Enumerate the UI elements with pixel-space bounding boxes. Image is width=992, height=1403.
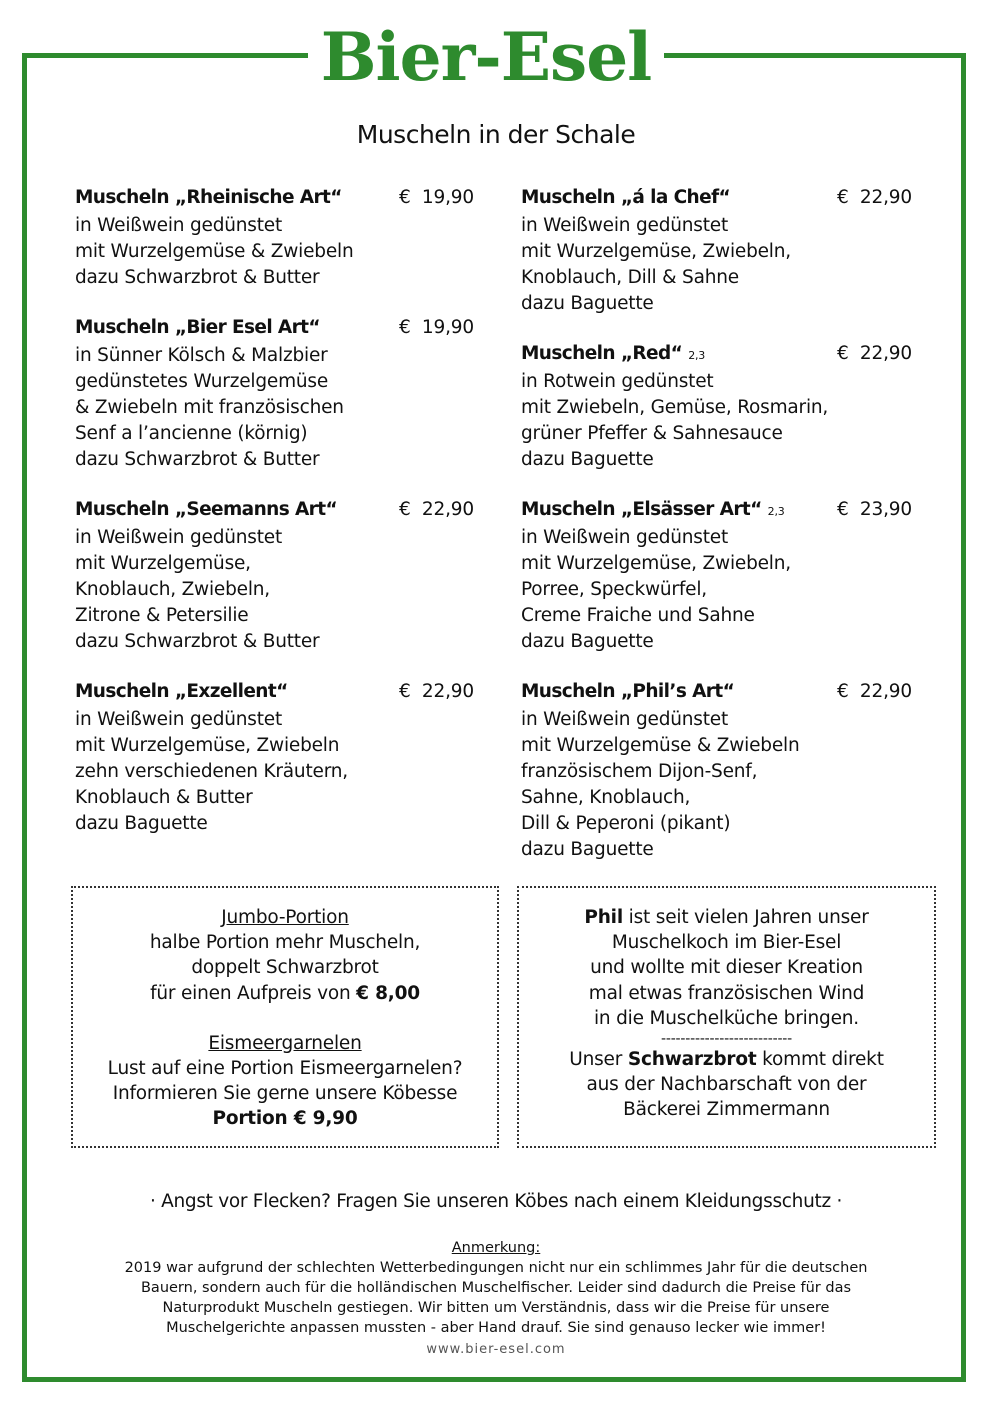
website-link[interactable]: www.bier-esel.com	[426, 1342, 566, 1357]
dish-desc-line: mit Wurzelgemüse & Zwiebeln	[521, 735, 800, 756]
dish-desc-line: in Weißwein gedünstet	[75, 215, 283, 236]
dish-desc-line: dazu Baguette	[75, 813, 208, 834]
bread-highlight: Schwarzbrot	[627, 1049, 757, 1071]
jumbo-line: für einen Aufpreis von	[150, 982, 357, 1004]
dish-name: Muscheln „Phil’s Art“	[521, 681, 735, 702]
dish-desc-line: Zitrone & Petersilie	[75, 605, 249, 626]
dish-desc-line: dazu Schwarzbrot & Butter	[75, 449, 320, 470]
dish-name: Muscheln „á la Chef“	[521, 187, 731, 208]
dish-red	[521, 341, 916, 473]
dish-desc-line: mit Wurzelgemüse & Zwiebeln	[75, 241, 354, 262]
page-title: Muscheln in der Schale	[356, 120, 636, 149]
brand-logo: Bier-Esel	[320, 18, 652, 96]
dish-desc-line: Knoblauch, Zwiebeln,	[75, 579, 270, 600]
dish-exzellent	[75, 679, 480, 837]
dish-desc-line: mit Wurzelgemüse,	[75, 553, 251, 574]
dish-desc-line: grüner Pfeffer & Sahnesauce	[521, 423, 783, 444]
dish-rheinische-art	[75, 185, 480, 291]
dish-desc-line: in Weißwein gedünstet	[75, 527, 283, 548]
dish-a-la-chef	[521, 185, 916, 317]
phil-line: Muschelkoch im Bier-Esel	[611, 932, 842, 954]
bread-line: kommt direkt	[756, 1049, 884, 1071]
dish-desc-line: mit Zwiebeln, Gemüse, Rosmarin,	[521, 397, 829, 418]
eismeer-price: Portion € 9,90	[212, 1108, 358, 1130]
dish-additives: 2,3	[688, 349, 706, 362]
dish-desc-line: französischem Dijon-Senf,	[521, 761, 758, 782]
dish-desc-line: dazu Baguette	[521, 839, 654, 860]
bread-line: Unser	[569, 1049, 628, 1071]
dish-desc-line: Knoblauch, Dill & Sahne	[521, 267, 739, 288]
dish-desc-line: Porree, Speckwürfel,	[521, 579, 707, 600]
jumbo-line: halbe Portion mehr Muscheln,	[149, 932, 421, 954]
dish-desc-line: mit Wurzelgemüse, Zwiebeln,	[521, 241, 791, 262]
dish-bier-esel-art	[75, 315, 480, 473]
dish-desc-line: dazu Schwarzbrot & Butter	[75, 267, 320, 288]
note-line: Bauern, sondern auch für die holländischen Muschelfischer. Leider sind dadurch die Preise für das	[140, 1280, 852, 1296]
dish-price: € 22,90	[837, 681, 912, 702]
dish-desc-line: gedünstetes Wurzelgemüse	[75, 371, 329, 392]
dish-desc-line: dazu Baguette	[521, 293, 654, 314]
info-box-phil	[517, 886, 936, 1148]
info-box-extras	[71, 886, 499, 1148]
dish-name: Muscheln „Exzellent“	[75, 681, 288, 702]
note-line: Muschelgerichte anpassen mussten - aber Hand drauf. Sie sind genauso lecker wie immer!	[166, 1320, 826, 1336]
note-line: Naturprodukt Muscheln gestiegen. Wir bitten um Verständnis, dass wir die Preise für unsere	[162, 1300, 830, 1316]
dish-desc-line: mit Wurzelgemüse, Zwiebeln,	[521, 553, 791, 574]
eismeer-heading: Eismeergarnelen	[208, 1032, 362, 1054]
dish-price: € 19,90	[399, 187, 474, 208]
dish-price: € 22,90	[399, 499, 474, 520]
dish-name: Muscheln „Rheinische Art“	[75, 187, 342, 208]
dish-price: € 22,90	[837, 343, 912, 364]
dish-desc-line: in Weißwein gedünstet	[521, 527, 729, 548]
dish-desc-line: in Weißwein gedünstet	[521, 709, 729, 730]
phil-line: und wollte mit dieser Kreation	[590, 957, 863, 979]
dish-price: € 23,90	[837, 499, 912, 520]
dish-desc-line: Knoblauch & Butter	[75, 787, 253, 808]
phil-name: Phil	[584, 907, 623, 928]
dish-desc-line: in Weißwein gedünstet	[521, 215, 729, 236]
bread-line: aus der Nachbarschaft von der	[586, 1074, 867, 1096]
phil-line: in die Muschelküche bringen.	[593, 1007, 859, 1029]
dish-desc-line: dazu Schwarzbrot & Butter	[75, 631, 320, 652]
separator: ---------------------------	[661, 1031, 792, 1048]
dish-price: € 22,90	[837, 187, 912, 208]
eismeer-line: Informieren Sie gerne unsere Köbesse	[112, 1083, 458, 1105]
phil-line: mal etwas französischen Wind	[588, 982, 865, 1004]
jumbo-line: doppelt Schwarzbrot	[191, 957, 379, 979]
phil-line: ist seit vielen Jahren unser	[622, 907, 869, 928]
dish-desc-line: Senf a l’ancienne (körnig)	[75, 423, 308, 444]
dish-desc-line: & Zwiebeln mit französischen	[75, 397, 344, 418]
dish-desc-line: Creme Fraiche und Sahne	[521, 605, 755, 626]
dish-desc-line: in Rotwein gedünstet	[521, 371, 714, 392]
dish-phils-art	[521, 679, 916, 863]
eismeer-line: Lust auf eine Portion Eismeergarnelen?	[107, 1058, 463, 1080]
jumbo-heading: Jumbo-Portion	[221, 907, 349, 928]
price-note	[60, 1238, 932, 1338]
dish-desc-line: dazu Baguette	[521, 631, 654, 652]
dish-elsaesser-art	[521, 497, 916, 655]
dish-name: Muscheln „Seemanns Art“	[75, 499, 338, 520]
dish-desc-line: in Sünner Kölsch & Malzbier	[75, 345, 328, 366]
note-line: 2019 war aufgrund der schlechten Wetterbedingungen nicht nur ein schlimmes Jahr für die deutschen	[124, 1260, 868, 1276]
bread-line: Bäckerei Zimmermann	[623, 1099, 830, 1121]
dish-desc-line: dazu Baguette	[521, 449, 654, 470]
dish-name: Muscheln „Elsässer Art“	[521, 499, 762, 520]
stain-notice: · Angst vor Flecken? Fragen Sie unseren Köbes nach einem Kleidungsschutz ·	[149, 1191, 843, 1212]
dish-desc-line: Dill & Peperoni (pikant)	[521, 813, 731, 834]
dish-desc-line: Sahne, Knoblauch,	[521, 787, 691, 808]
dish-desc-line: zehn verschiedenen Kräutern,	[75, 761, 348, 782]
dish-price: € 22,90	[399, 681, 474, 702]
jumbo-price: € 8,00	[356, 982, 420, 1004]
dish-desc-line: in Weißwein gedünstet	[75, 709, 283, 730]
note-heading: Anmerkung:	[451, 1240, 541, 1256]
dish-additives: 2,3	[767, 505, 785, 518]
dish-name: Muscheln „Red“	[521, 343, 683, 364]
dish-desc-line: mit Wurzelgemüse, Zwiebeln	[75, 735, 340, 756]
dish-name: Muscheln „Bier Esel Art“	[75, 317, 320, 338]
dish-price: € 19,90	[399, 317, 474, 338]
dish-seemanns-art	[75, 497, 480, 655]
